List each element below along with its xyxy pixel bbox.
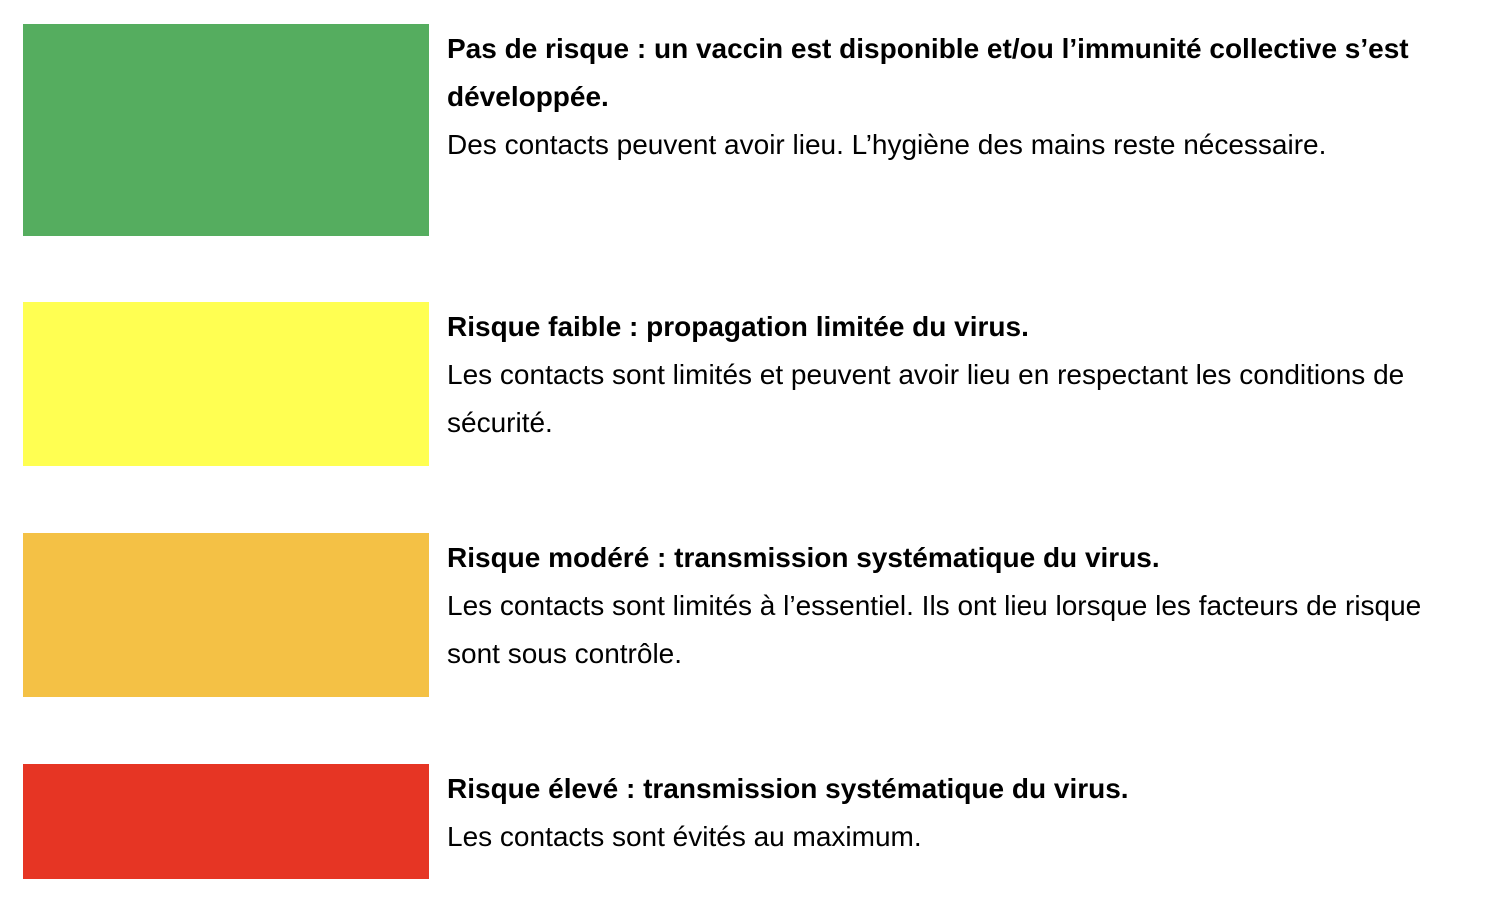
risk-level-description: Les contacts sont limités et peuvent avoir lieu en respectant les conditions de sécurité.: [447, 359, 1405, 438]
green-color-swatch: [23, 24, 429, 236]
yellow-color-swatch: [23, 302, 429, 466]
risk-level-heading: Risque faible : propagation limitée du virus.: [447, 311, 1029, 342]
risk-level-description: Les contacts sont évités au maximum.: [447, 821, 922, 852]
risk-level-text: [447, 25, 1457, 169]
risk-level-description: Les contacts sont limités à l’essentiel. Ils ont lieu lorsque les facteurs de risque sont sous contrôle.: [447, 590, 1422, 669]
risk-level-text: [447, 303, 1457, 447]
orange-color-swatch: [23, 533, 429, 697]
risk-level-text: [447, 534, 1457, 678]
risk-level-text: [447, 765, 1457, 861]
risk-level-heading: Pas de risque : un vaccin est disponible et/ou l’immunité collective s’est développée.: [447, 33, 1409, 112]
risk-level-description: Des contacts peuvent avoir lieu. L’hygiène des mains reste nécessaire.: [447, 129, 1327, 160]
red-color-swatch: [23, 764, 429, 879]
risk-level-heading: Risque modéré : transmission systématique du virus.: [447, 542, 1160, 573]
risk-level-heading: Risque élevé : transmission systématique du virus.: [447, 773, 1129, 804]
